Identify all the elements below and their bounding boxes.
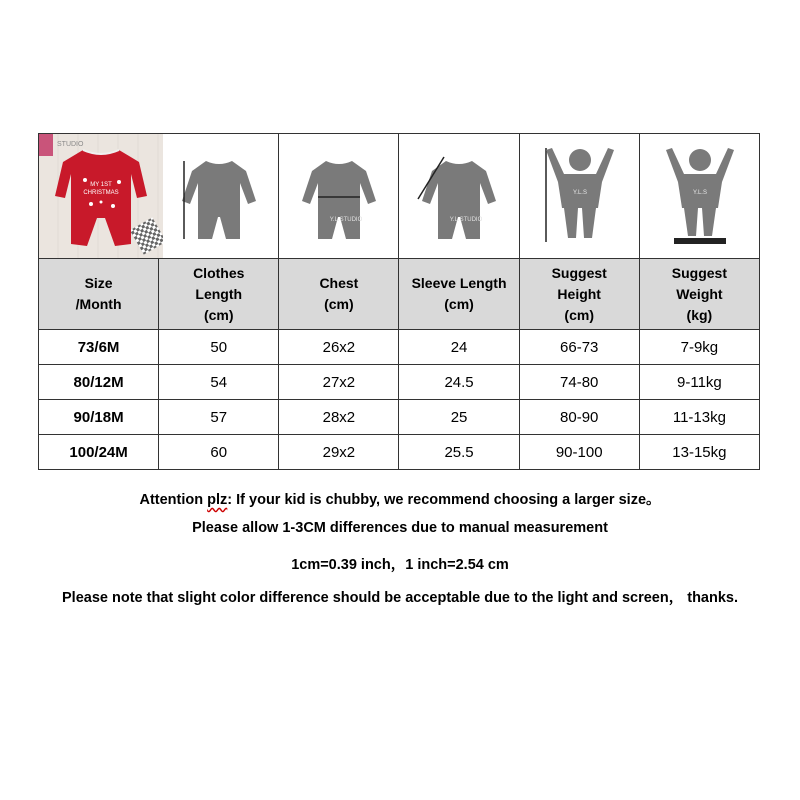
- header-row: [39, 259, 760, 330]
- cell-height: 90-100: [519, 435, 639, 470]
- cell-clothes-length: 50: [159, 330, 279, 365]
- header-clothes-length: Clothes Length (cm): [159, 259, 279, 330]
- shirt-text-line2: CHRISTMAS: [83, 190, 119, 196]
- cell-height: 66-73: [519, 330, 639, 365]
- header-chest: Chest (cm): [279, 259, 399, 330]
- cell-weight: 13-15kg: [639, 435, 759, 470]
- header-sleeve-length: Sleeve Length (cm): [399, 259, 519, 330]
- figure-label-height: Y.L.S: [573, 190, 588, 196]
- cell-chest: 26x2: [279, 330, 399, 365]
- cell-sleeve-length: 24: [399, 330, 519, 365]
- header-size: Size /Month: [39, 259, 159, 330]
- product-photo-cell: [39, 134, 159, 259]
- romper-chest-icon: [284, 141, 394, 251]
- icon-row: [39, 134, 760, 259]
- cell-height: 80-90: [519, 400, 639, 435]
- child-height-icon: [524, 138, 634, 254]
- weight-icon-cell: [639, 134, 759, 259]
- table-row: [39, 400, 760, 435]
- shirt-text-line1: MY 1ST: [90, 182, 112, 188]
- cell-weight: 9-11kg: [639, 365, 759, 400]
- cell-chest: 29x2: [279, 435, 399, 470]
- table-row: [39, 435, 760, 470]
- header-suggest-height: Suggest Height (cm): [519, 259, 639, 330]
- cell-chest: 27x2: [279, 365, 399, 400]
- product-photo: [39, 134, 163, 258]
- figure-watermark-sleeve: Y.L.STUDIO: [449, 217, 483, 223]
- romper-sleeve-length-icon: [404, 141, 514, 251]
- cell-height: 74-80: [519, 365, 639, 400]
- cell-sleeve-length: 25.5: [399, 435, 519, 470]
- cell-clothes-length: 60: [159, 435, 279, 470]
- child-weight-icon: [644, 138, 754, 254]
- cell-clothes-length: 57: [159, 400, 279, 435]
- cell-size: 90/18M: [39, 400, 159, 435]
- sleeve-length-icon-cell: [399, 134, 519, 259]
- cell-weight: 7-9kg: [639, 330, 759, 365]
- size-chart-table: [38, 133, 760, 470]
- measurement-note: Please allow 1-3CM differences due to manual measurement: [192, 520, 608, 536]
- figure-watermark: Y.L.STUDIO: [329, 217, 363, 223]
- cell-weight: 11-13kg: [639, 400, 759, 435]
- cell-size: 73/6M: [39, 330, 159, 365]
- cell-clothes-length: 54: [159, 365, 279, 400]
- figure-label-weight: Y.L.S: [693, 190, 708, 196]
- unit-conversion-note: 1cm=0.39 inch，1 inch=2.54 cm: [291, 557, 509, 573]
- cell-sleeve-length: 25: [399, 400, 519, 435]
- romper-clothes-length-icon: [164, 141, 274, 251]
- brand-mark-text: STUDIO: [57, 141, 84, 148]
- attention-plz: plz: [207, 492, 228, 508]
- cell-sleeve-length: 24.5: [399, 365, 519, 400]
- chest-icon-cell: [279, 134, 399, 259]
- cell-size: 80/12M: [39, 365, 159, 400]
- table-row: [39, 330, 760, 365]
- attention-note: Attention plz: If your kid is chubby, we recommend choosing a larger size。: [139, 492, 661, 508]
- clothes-length-icon-cell: [159, 134, 279, 259]
- color-difference-note: Please note that slight color difference should be acceptable due to the light and screen， thanks.: [62, 590, 738, 606]
- header-suggest-weight: Suggest Weight (kg): [639, 259, 759, 330]
- table-row: [39, 365, 760, 400]
- cell-size: 100/24M: [39, 435, 159, 470]
- height-icon-cell: [519, 134, 639, 259]
- cell-chest: 28x2: [279, 400, 399, 435]
